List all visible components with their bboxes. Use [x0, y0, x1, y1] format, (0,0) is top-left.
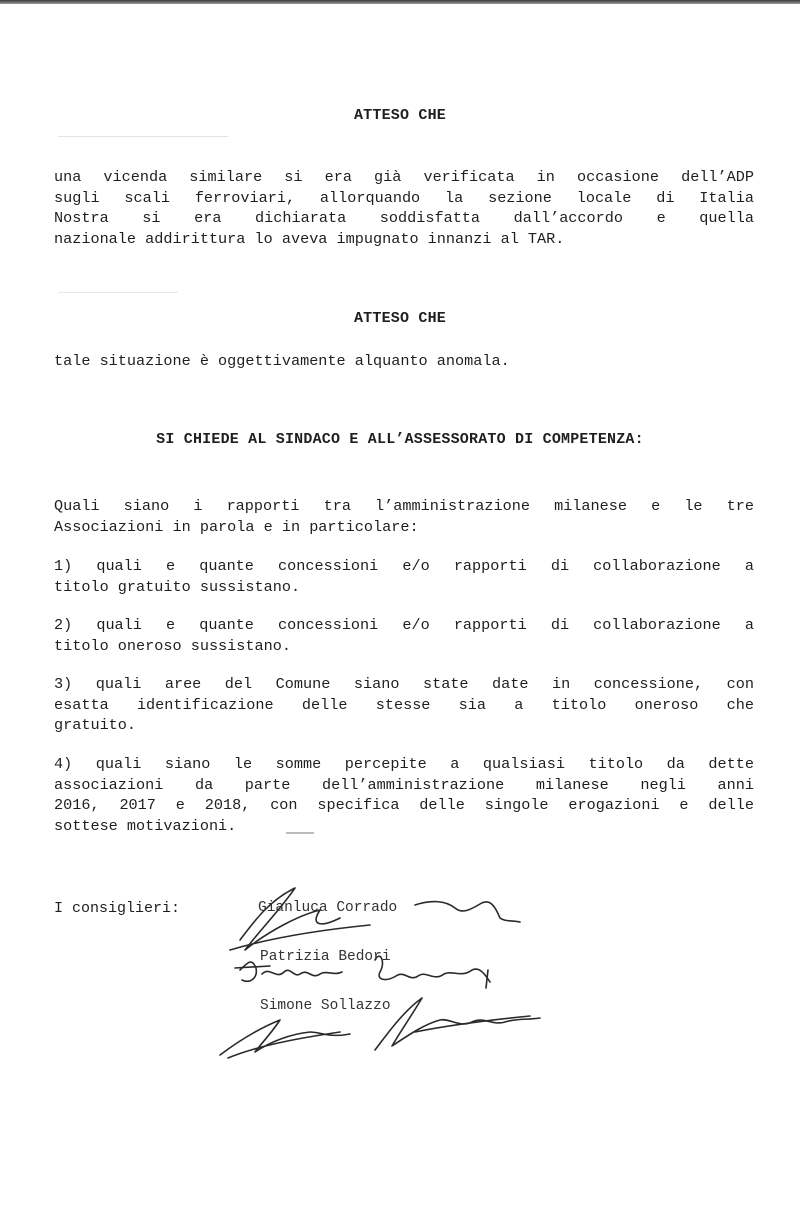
text-line: nazionale addirittura lo aveva impugnato innanzi al TAR.	[54, 229, 565, 248]
text-line: 4) quali siano le somme percepite a qualsiasi titolo da dette	[54, 755, 754, 773]
signer-name-corrado: Gianluca Corrado	[258, 900, 398, 916]
text-line: titolo oneroso sussistano.	[54, 636, 291, 655]
text-line: Quali siano i rapporti tra l’amministrazione milanese e le tre	[54, 497, 754, 515]
list-item-1	[54, 556, 754, 597]
signature-bedori-stroke	[486, 970, 488, 988]
text-line: gratuito.	[54, 716, 137, 734]
paragraph-intro	[54, 496, 754, 537]
signature-corrado-stroke	[415, 902, 520, 922]
text-line: Associazioni in parola e in particolare:	[54, 517, 419, 536]
text-line: Nostra si era dichiarata soddisfatta dall’accordo e quella	[54, 209, 754, 227]
text-line: associazioni da parte dell’amministrazione milanese negli anni	[54, 775, 754, 794]
signature-bedori-stroke	[235, 966, 270, 968]
list-item-4	[54, 754, 754, 836]
text-line: 3) quali aree del Comune siano state date in concessione, con	[54, 675, 754, 693]
text-line: titolo gratuito sussistano.	[54, 577, 301, 596]
signatures-label: I consiglieri:	[54, 900, 181, 917]
heading-atteso-che-1: ATTESO CHE	[353, 107, 446, 124]
text-line: esatta identificazione delle stesse sia a titolo oneroso che	[54, 695, 754, 714]
list-item-2	[54, 615, 754, 656]
signature-sollazzo-stroke	[228, 1032, 340, 1058]
text-line: 1) quali e quante concessioni e/o rapporti di collaborazione a	[54, 557, 754, 575]
signer-name-sollazzo: Simone Sollazzo	[260, 998, 391, 1014]
text-line: 2016, 2017 e 2018, con specifica delle singole erogazioni e delle	[54, 796, 754, 814]
bleed-through-mark	[58, 136, 228, 167]
list-item-3	[54, 674, 754, 736]
signature-sollazzo-stroke	[415, 1016, 530, 1032]
text-line: tale situazione è oggettivamente alquanto anomala.	[54, 352, 510, 370]
signature-bedori-stroke	[375, 956, 490, 982]
signature-sollazzo-stroke	[220, 1020, 350, 1055]
heading-atteso-che-2: ATTESO CHE	[353, 310, 446, 327]
text-line: sottese motivazioni.	[54, 816, 237, 835]
handwritten-signatures	[200, 870, 560, 1070]
heading-si-chiede: SI CHIEDE AL SINDACO E ALL’ASSESSORATO DI COMPETENZA:	[156, 431, 644, 448]
scan-dash-mark	[286, 832, 314, 834]
signer-name-bedori: Patrizia Bedori	[260, 949, 391, 965]
text-line: 2) quali e quante concessioni e/o rapporti di collaborazione a	[54, 616, 754, 634]
signature-bedori-stroke	[262, 970, 342, 975]
bleed-through-mark	[58, 292, 178, 301]
paragraph-vicenda	[54, 167, 754, 249]
text-line: una vicenda similare si era già verificata in occasione dell’ADP	[54, 168, 754, 186]
signature-bedori-stroke	[240, 962, 256, 981]
text-line: sugli scali ferroviari, allorquando la sezione locale di Italia	[54, 188, 754, 207]
signature-corrado-stroke	[240, 888, 340, 950]
scan-top-edge	[0, 0, 800, 4]
paragraph-situazione	[54, 351, 754, 372]
